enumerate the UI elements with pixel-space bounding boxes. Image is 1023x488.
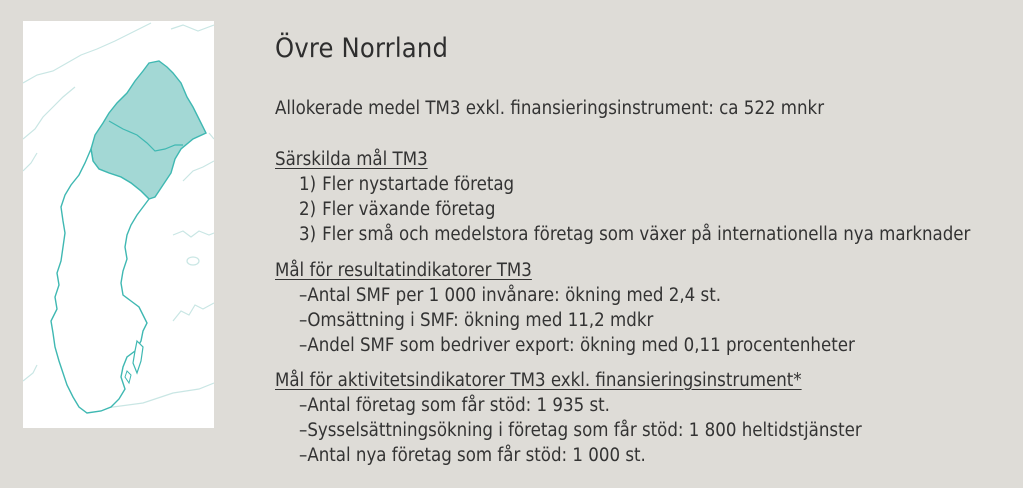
list-marker: 1) [299,174,317,195]
page-title: Övre Norrland [275,33,449,64]
section-heading: Mål för resultatindikatorer TM3 [275,260,532,281]
list-marker: – [299,420,308,441]
list-item [275,418,862,443]
finland-coast [209,133,214,139]
indicator-list [275,393,862,468]
denmark-coast [23,365,37,381]
sweden-map [23,21,214,428]
list-marker: 2) [299,199,317,220]
section-heading: Särskilda mål TM3 [275,149,428,170]
section-sarskilda-mal [275,147,970,247]
baltic-coast [173,303,214,321]
list-marker: – [299,285,308,306]
list-item-text: Fler små och medelstora företag som växer på internationella nya marknader [322,224,971,245]
list-item [275,172,970,197]
section-resultatindikatorer [275,258,855,358]
finland-south-coast [173,231,214,237]
list-item-text: Omsättning i SMF: ökning med 11,2 mdkr [307,310,654,331]
list-item [275,283,855,308]
section-aktivitetsindikatorer [275,368,862,468]
list-item [275,333,855,358]
list-marker: – [299,395,308,416]
section-heading: Mål för aktivitetsindikatorer TM3 exkl. finansieringsinstrument* [275,370,802,391]
finland-north [171,25,214,31]
list-item-text: Antal SMF per 1 000 invånare: ökning med 2,4 st. [307,285,722,306]
list-item-text: Antal företag som får stöd: 1 935 st. [307,395,610,416]
list-item-text: Fler nystartade företag [322,174,515,195]
allocation-text: Allokerade medel TM3 exkl. finansieringsinstrument: ca 522 mnkr [275,98,825,119]
gulf-coast [183,161,214,181]
norway-coast-low [23,153,37,171]
oland-island [125,371,131,383]
list-item-text: Andel SMF som bedriver export: ökning med 0,11 procentenheter [307,335,855,356]
list-item [275,308,855,333]
sweden-map-svg [23,21,214,428]
indicator-list [275,283,855,358]
list-item [275,443,862,468]
norway-coast-mid [23,87,75,139]
list-marker: 3) [299,224,317,245]
sweden-outline [51,149,149,413]
list-item-text: Antal nya företag som får stöd: 1 000 st. [307,445,646,466]
list-item [275,393,862,418]
norway-coast-north [23,23,151,83]
list-marker: – [299,310,308,331]
goal-list [275,172,970,247]
list-item [275,197,970,222]
list-item-text: Fler växande företag [322,199,496,220]
list-marker: – [299,335,308,356]
list-marker: – [299,445,308,466]
aland-island [187,257,199,265]
list-item-text: Sysselsättningsökning i företag som får stöd: 1 800 heltidstjänster [307,420,862,441]
list-item [275,222,970,247]
